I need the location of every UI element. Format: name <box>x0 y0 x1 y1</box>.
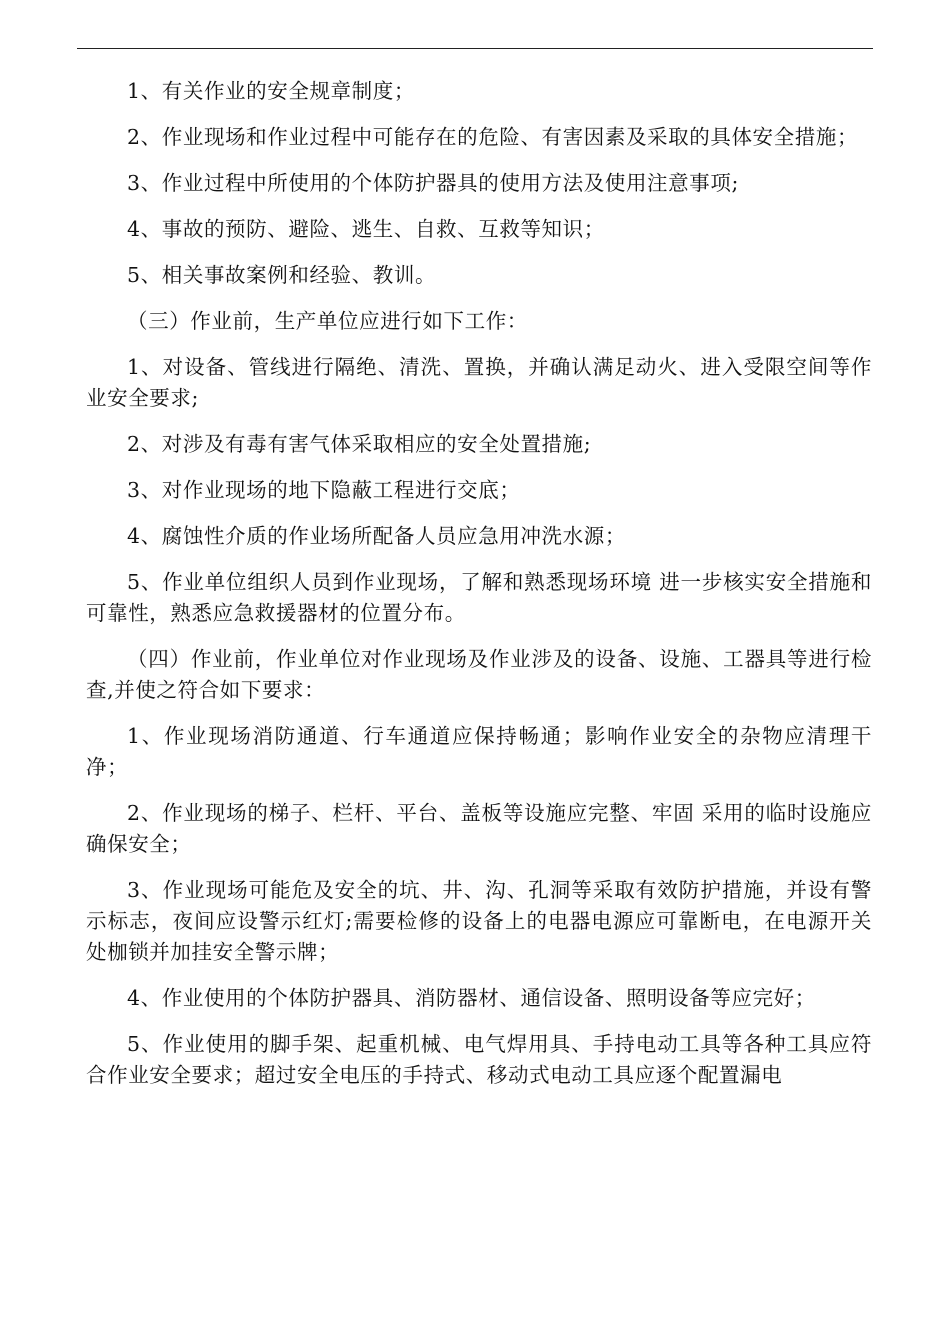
paragraph-8: 3、对作业现场的地下隐蔽工程进行交底； <box>127 478 521 502</box>
paragraph-14: 4、作业使用的个体防护器具、消防器材、通信设备、照明设备等应完好； <box>127 986 816 1010</box>
paragraph-7: 2、对涉及有毒有害气体采取相应的安全处置措施; <box>127 432 592 456</box>
paragraph-15: 5、作业使用的脚手架、起重机械、电气焊用具、手持电动工具等各种工具应符合作业安全要求；超过安全电压的手持式、移动式电动工具应逐个配置漏电 <box>86 1032 872 1087</box>
paragraph-2: 2、作业现场和作业过程中可能存在的危险、有害因素及采取的具体安全措施； <box>127 125 859 149</box>
header-rule <box>77 48 873 49</box>
paragraph-1: 1、有关作业的安全规章制度； <box>127 79 415 103</box>
paragraph-12: 2、作业现场的梯子、栏杆、平台、盖板等设施应完整、牢固 采用的临时设施应确保安全； <box>86 801 872 856</box>
paragraph-11: 1、作业现场消防通道、行车通道应保持畅通；影响作业安全的杂物应清理干净； <box>86 724 872 779</box>
paragraph-10: 5、作业单位组织人员到作业现场，了解和熟悉现场环境 进一步核实安全措施和可靠性，熟悉应急救援器材的位置分布。 <box>86 570 872 625</box>
paragraph-4: 4、事故的预防、避险、逃生、自救、互救等知识； <box>127 217 605 241</box>
paragraph-13: 3、作业现场可能危及安全的坑、井、沟、孔洞等采取有效防护措施，并设有警示标志，夜间应设警示红灯;需要检修的设备上的电器电源应可靠断电，在电源开关处枷锁并加挂安全警示牌； <box>86 878 872 964</box>
paragraph-6: 1、对设备、管线进行隔绝、清洗、置换，并确认满足动火、进入受限空间等作业安全要求; <box>86 355 872 410</box>
section-heading-3: （三）作业前，生产单位应进行如下工作： <box>127 309 528 333</box>
paragraph-5: 5、相关事故案例和经验、教训。 <box>127 263 437 287</box>
paragraph-9: 4、腐蚀性介质的作业场所配备人员应急用冲洗水源； <box>127 524 626 548</box>
section-heading-4: （四）作业前，作业单位对作业现场及作业涉及的设备、设施、工器具等进行检查,并使之符合如下要求： <box>86 647 872 702</box>
paragraph-3: 3、作业过程中所使用的个体防护器具的使用方法及使用注意事项; <box>127 171 739 195</box>
document-body <box>86 76 872 1106</box>
